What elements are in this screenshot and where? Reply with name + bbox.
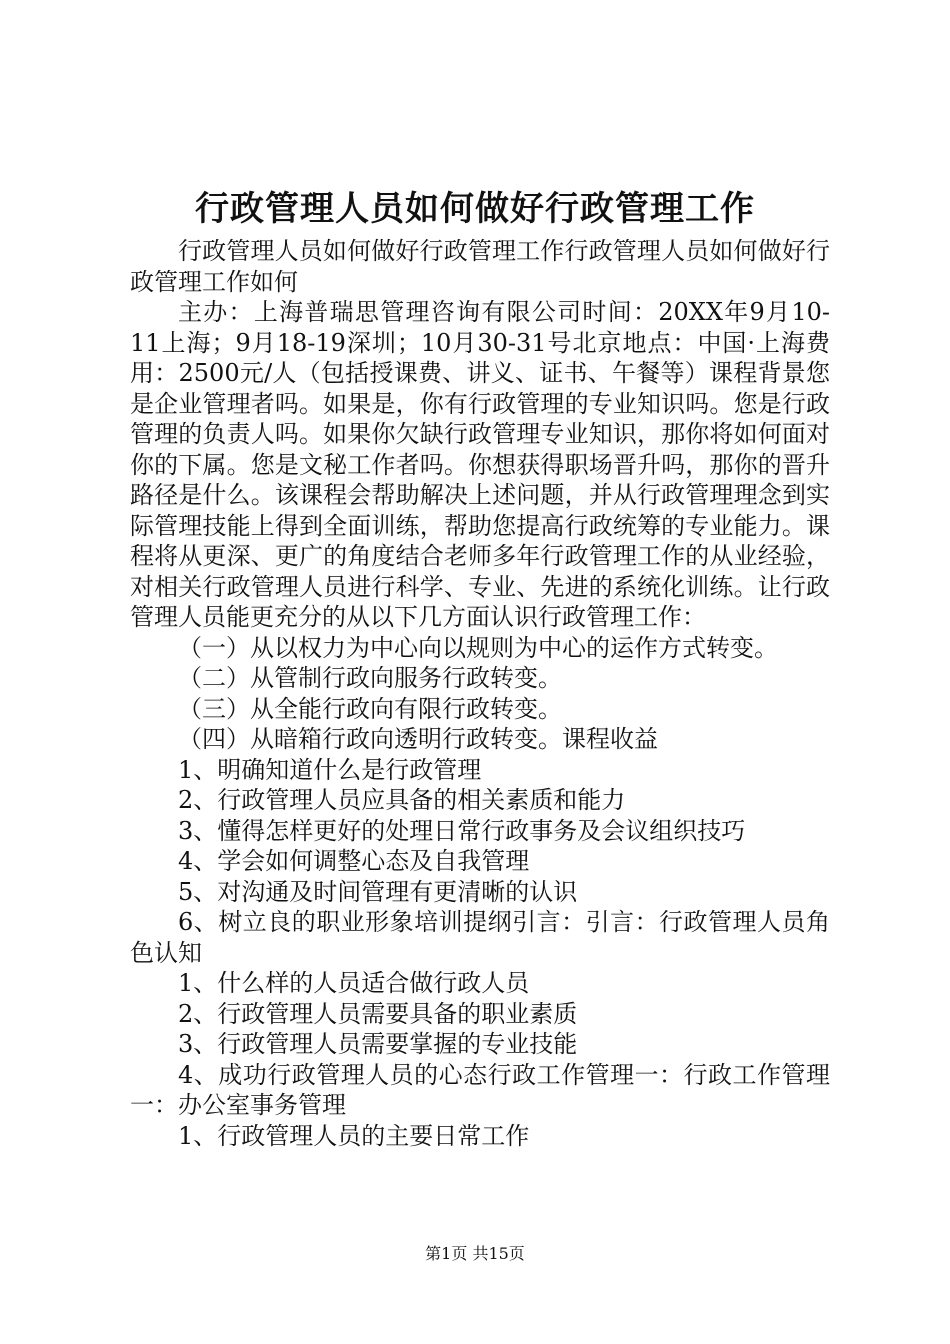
list-item-outline-3: 3、行政管理人员需要掌握的专业技能	[178, 1030, 578, 1058]
list-item-outline-2: 2、行政管理人员需要具备的职业素质	[178, 999, 578, 1028]
list-item-benefit-1: 1、明确知道什么是行政管理	[178, 755, 482, 784]
list-item-transform-3: （三）从全能行政向有限行政转变。	[178, 694, 562, 723]
list-item-transform-1: （一）从以权力为中心向以规则为中心的运作方式转变。	[178, 633, 778, 662]
page-footer: 第1页 共15页	[425, 1244, 525, 1263]
list-item-benefit-5: 5、对沟通及时间管理有更清晰的认识	[178, 877, 578, 906]
paragraph-intro: 行政管理人员如何做好行政管理工作行政管理人员如何做好行政管理工作如何	[130, 237, 830, 296]
list-item-benefit-2: 2、行政管理人员应具备的相关素质和能力	[178, 786, 626, 814]
document-body	[130, 236, 830, 1151]
list-item-benefit-4: 4、学会如何调整心态及自我管理	[178, 847, 530, 875]
list-item-work-1: 1、行政管理人员的主要日常工作	[178, 1121, 530, 1150]
list-item-benefit-3: 3、懂得怎样更好的处理日常行政事务及会议组织技巧	[178, 816, 746, 845]
paragraph-course-info: 主办：上海普瑞思管理咨询有限公司时间：20XX年9月10-11上海；9月18-19深圳；10月30-31号北京地点：中国·上海费用：2500元/人（包括授课费、讲义、证书、午餐等）课程背景您是企业管理者吗。如果是，你有行政管理的专业知识吗。您是行政管理的负责人吗。如果你欠缺行政管理专业知识，那你将如何面对你的下属。您是文秘工作者吗。你想获得职场晋升吗，那你的晋升路径是什么。该课程会帮助解决上述问题，并从行政管理理念到实际管理技能上得到全面训练，帮助您提高行政统筹的专业能力。课程将从更深、更广的角度结合老师多年行政管理工作的从业经验，对相关行政管理人员进行科学、专业、先进的系统化训练。让行政管理人员能更充分的从以下几方面认识行政管理工作：	[130, 298, 830, 631]
document-title: 行政管理人员如何做好行政管理工作	[195, 189, 755, 229]
list-item-benefit-6: 6、树立良的职业形象培训提纲引言：引言：行政管理人员角色认知	[130, 908, 830, 967]
list-item-outline-1: 1、什么样的人员适合做行政人员	[178, 969, 530, 997]
list-item-outline-4: 4、成功行政管理人员的心态行政工作管理一：行政工作管理一：办公室事务管理	[130, 1060, 830, 1119]
list-item-transform-4: （四）从暗箱行政向透明行政转变。课程收益	[178, 725, 658, 753]
list-item-transform-2: （二）从管制行政向服务行政转变。	[178, 664, 562, 692]
